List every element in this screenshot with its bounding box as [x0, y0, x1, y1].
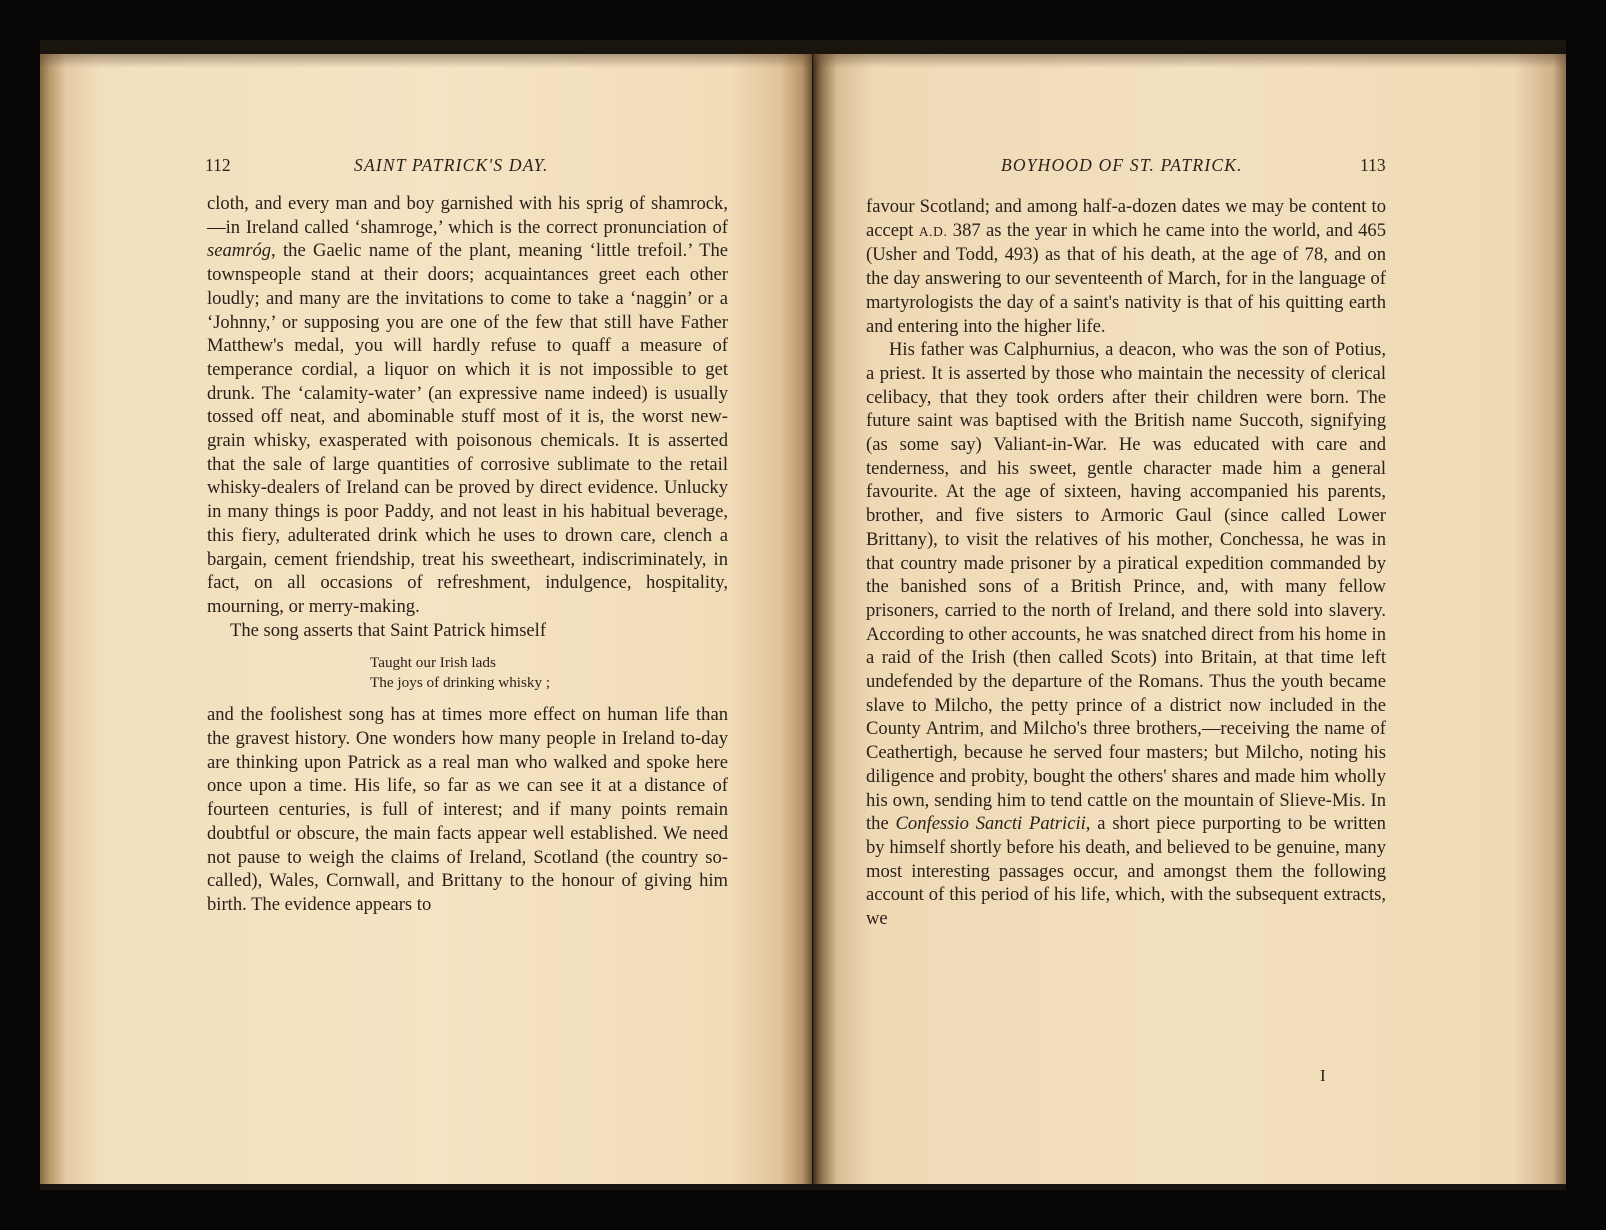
text-run: cloth, and every man and boy garnished with his sprig of shamrock,—in Ireland called ‘shamroge,’ which is the correct pronunciation of [207, 193, 728, 238]
paragraph [207, 192, 728, 619]
right-page-body [866, 195, 1386, 931]
running-head-right: BOYHOOD OF ST. PATRICK. [1001, 155, 1243, 175]
paragraph: and the foolishest song has at times more effect on human life than the gravest history. One wonders how many people in Ireland to-day are thinking upon Patrick as a real man who walked and spoke here once upon a time. His life, so far as we can see it at a distance of fourteen centuries, is full of interest; and if many points remain doubtful or obscure, the main facts appear well established. We need not pause to weigh the claims of Ireland, Scotland (the country so-called), Wales, Cornwall, and Brittany to the honour of giving him birth. The evidence appears to [207, 704, 728, 915]
verse-line: The joys of drinking whisky ; [370, 674, 551, 692]
left-page-body [207, 192, 728, 917]
text-run: His father was Calphurnius, a deacon, who was the son of Potius, a priest. It is asserted by those who maintain the necessity of clerical celibacy, that they took orders after their children were born. The future saint was baptised with the British name Succoth, signifying (as some say) Valiant-in-War. He was educated with care and tenderness, and his sweet, gentle character made him a general favourite. At the age of sixteen, having accompanied his parents, brother, and five sisters to Armoric Gaul (since called Lower Brittany), to visit the relatives of his mother, Conchessa, he was in that country made prisoner by a piratical expedition commanded by the banished sons of a British Prince, and, with many fellow prisoners, carried to the north of Ireland, and there sold into slavery. According to other accounts, he was snatched direct from his home in a raid of the Irish (then called Scots) into Britain, at that time left undefended by the departure of the Romans. Thus the youth became slave to Milcho, the petty prince of a district now included in the County Antrim, and Milcho's three brothers,—receiving the name of Ceathertigh, because he served four masters; but Milcho, noting his diligence and probity, bought the others' shares and made him wholly his own, sending him to tend cattle on the mountain of Slieve-Mis. In the [866, 339, 1386, 835]
paragraph [866, 338, 1386, 931]
book-spread [40, 40, 1566, 1190]
italic-word: seamróg [207, 240, 272, 262]
text-run: , the Gaelic name of the plant, meaning ‘little trefoil.’ The townspeople stand at their doors; acquaintances greet each other loudly; and many are the invitations to come to take a ‘naggin’ or a ‘Johnny,’ or supposing you are one of the few that still have Father Matthew's medal, you will hardly refuse to quaff a measure of temperance cordial, a liquor on which it is not impossible to get drunk. The ‘calamity-water’ (an expressive name indeed) is usually tossed off neat, and abominable stuff most of it is, the worst new-grain whisky, exasperated with poisonous chemicals. It is asserted that the sale of large quantities of corrosive sublimate to the retail whisky-dealers of Ireland can be proved by direct evidence. Unlucky in many things is poor Paddy, and not least in his habitual beverage, this fiery, adulterated drink which he uses to drown care, clench a bargain, cement friendship, treat his sweetheart, indiscriminately, in fact, on all occasions of refreshment, indulgence, hospitality, mourning, or merry-making. [207, 240, 728, 617]
italic-title: Confessio Sancti Patricii [895, 813, 1086, 835]
text-run: , a short piece purporting to be written by himself shortly before his death, and believed to be genuine, many most interesting passages occur, and amongst them the following account of this period of his life, which, with the subsequent extracts, we [866, 813, 1386, 930]
running-head-left: SAINT PATRICK'S DAY. [354, 155, 549, 175]
text-run: 387 as the year in which he came into the world, and 465 (Usher and Todd, 493) as that of his death, at the age of 78, and on the day answering to our seventeenth of March, for in the language of martyrologists the day of a saint's nativity is that of his quitting earth and entering into the higher life. [866, 219, 1386, 337]
page-number-right: 113 [1360, 155, 1386, 175]
signature-mark: I [1320, 1066, 1326, 1085]
paragraph: The song asserts that Saint Patrick himself [230, 619, 547, 641]
text-run: favour Scotland; and among half-a-dozen dates we may be content to accept [866, 196, 1386, 241]
page-number-left: 112 [205, 155, 231, 175]
verse-line: Taught our Irish lads [370, 654, 496, 672]
verse-quote [207, 653, 728, 693]
right-page [813, 54, 1566, 1184]
small-caps-text: A.D. [918, 223, 948, 239]
left-page [40, 54, 812, 1184]
paragraph [866, 195, 1386, 338]
